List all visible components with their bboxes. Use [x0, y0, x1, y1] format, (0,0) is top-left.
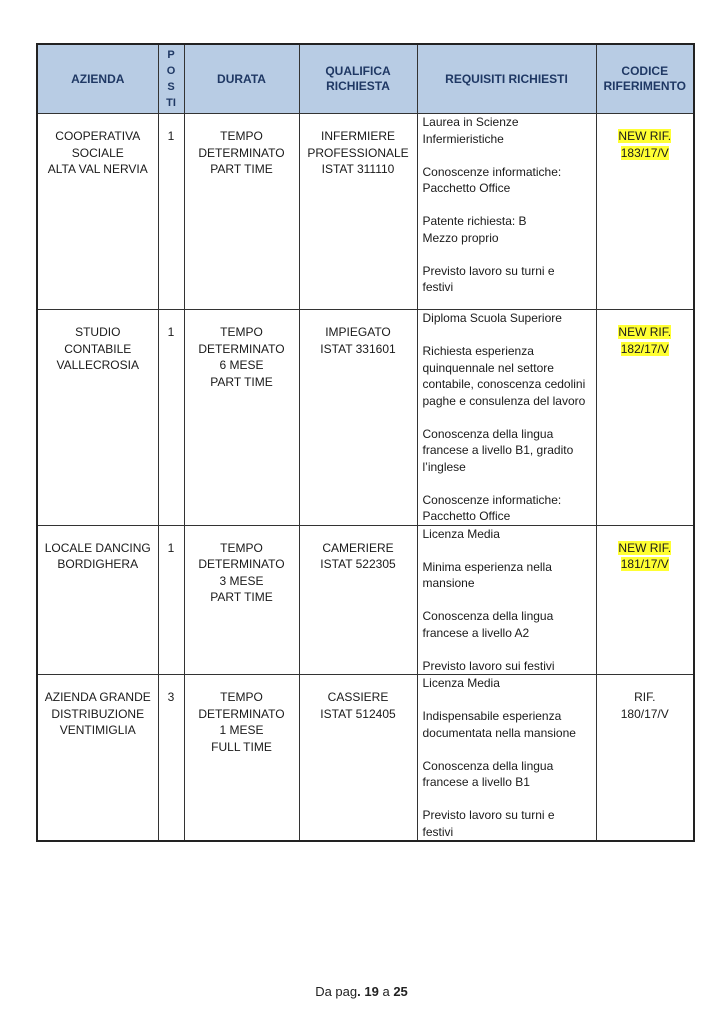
- header-requisiti: [417, 44, 596, 114]
- header-qualifica-label: RICHIESTA: [326, 79, 390, 93]
- page-footer: [0, 984, 723, 999]
- footer-current-page: 19: [364, 984, 379, 999]
- cell-requisiti-line: festivi: [422, 280, 454, 294]
- header-posti: [158, 44, 184, 114]
- cell-azienda: [37, 310, 158, 526]
- cell-requisiti-line: paghe e consulenza del lavoro: [422, 393, 586, 408]
- cell-qualifica-line: ISTAT 311110: [321, 162, 395, 176]
- cell-requisiti-line: [423, 409, 592, 426]
- cell-requisiti-line: contabile, conoscenza cedolini: [422, 377, 586, 391]
- header-qualifica-label: QUALIFICA: [325, 64, 391, 78]
- cell-durata-line: DETERMINATO: [198, 341, 285, 356]
- cell-durata-line: DETERMINATO: [198, 557, 285, 571]
- cell-qualifica: [299, 675, 417, 842]
- reference-code: 181/17/V: [620, 557, 669, 571]
- reference-code: 183/17/V: [620, 145, 669, 160]
- cell-azienda-line: LOCALE DANCING: [44, 540, 151, 555]
- cell-requisiti: [417, 114, 596, 310]
- header-azienda-label: AZIENDA: [71, 71, 125, 86]
- cell-requisiti-line: Previsto lavoro sui festivi: [422, 658, 555, 673]
- cell-requisiti-line: [423, 246, 592, 263]
- cell-qualifica-line: ISTAT 522305: [320, 557, 396, 571]
- table-row: [37, 114, 694, 310]
- cell-azienda-line: ALTA VAL NERVIA: [47, 162, 148, 176]
- cell-durata-line: DETERMINATO: [198, 145, 285, 160]
- header-azienda: [37, 44, 158, 114]
- cell-requisiti-line: [423, 791, 592, 808]
- cell-codice: [596, 525, 694, 675]
- cell-durata-line: 3 MESE: [219, 573, 264, 588]
- cell-requisiti-line: Pacchetto Office: [422, 509, 511, 523]
- cell-azienda-line: VALLECROSIA: [56, 358, 139, 372]
- header-requisiti-label: REQUISITI RICHIESTI: [445, 71, 568, 86]
- cell-codice: [596, 310, 694, 526]
- cell-qualifica-line: INFERMIERE: [320, 129, 395, 143]
- cell-qualifica-line: ISTAT 512405: [320, 706, 396, 721]
- header-durata-label: DURATA: [217, 71, 266, 86]
- reference-code: RIF.: [634, 690, 656, 704]
- cell-requisiti-line: [423, 592, 592, 609]
- cell-requisiti-line: francese a livello A2: [422, 625, 530, 640]
- cell-qualifica: [299, 310, 417, 526]
- cell-requisiti-line: Pacchetto Office: [422, 181, 511, 195]
- cell-azienda: [37, 114, 158, 310]
- cell-requisiti-line: Licenza Media: [422, 526, 500, 541]
- header-qualifica: [299, 44, 417, 114]
- cell-qualifica-line: ISTAT 331601: [320, 341, 396, 356]
- cell-durata: [184, 675, 299, 842]
- cell-requisiti-line: Conoscenze informatiche:: [422, 492, 562, 507]
- cell-qualifica: [299, 525, 417, 675]
- cell-durata-line: FULL TIME: [211, 739, 272, 754]
- table-row: [37, 675, 694, 842]
- cell-requisiti-line: Minima esperienza nella: [422, 559, 552, 574]
- cell-posti: 1: [158, 114, 184, 310]
- cell-durata-line: 1 MESE: [219, 723, 264, 737]
- table-header-row: [37, 44, 694, 114]
- cell-qualifica-line: CASSIERE: [327, 690, 389, 704]
- cell-azienda: [37, 675, 158, 842]
- footer-dot: .: [357, 984, 361, 999]
- cell-azienda-line: VENTIMIGLIA: [59, 723, 136, 737]
- cell-azienda-line: BORDIGHERA: [57, 557, 139, 571]
- cell-requisiti-line: Conoscenza della lingua: [422, 426, 554, 441]
- cell-requisiti-line: francese a livello B1: [422, 775, 530, 789]
- cell-requisiti-line: Laurea in Scienze: [422, 115, 519, 129]
- reference-code: 180/17/V: [620, 706, 669, 721]
- cell-requisiti-line: Conoscenza della lingua: [422, 758, 554, 773]
- header-posti-letter: O: [166, 65, 176, 77]
- header-codice-label: CODICE: [621, 64, 669, 78]
- table-row: [37, 310, 694, 526]
- cell-durata-line: PART TIME: [210, 374, 273, 389]
- cell-requisiti: [417, 675, 596, 842]
- cell-durata-line: 6 MESE: [219, 358, 264, 372]
- header-posti-letter: P: [167, 49, 175, 61]
- cell-requisiti-line: [423, 692, 592, 709]
- cell-durata: [184, 310, 299, 526]
- cell-requisiti: [417, 525, 596, 675]
- reference-code: NEW RIF.: [618, 540, 672, 555]
- cell-requisiti-line: Indispensabile esperienza: [422, 709, 562, 723]
- cell-durata: [184, 525, 299, 675]
- cell-requisiti-line: festivi: [422, 824, 454, 839]
- header-codice: [596, 44, 694, 114]
- header-posti-letter: S: [167, 81, 175, 93]
- cell-requisiti-line: [423, 197, 592, 214]
- cell-requisiti-line: mansione: [422, 576, 475, 590]
- cell-posti: 1: [158, 310, 184, 526]
- header-codice-label: RIFERIMENTO: [603, 79, 686, 93]
- cell-durata-line: TEMPO: [220, 540, 263, 555]
- cell-durata-line: PART TIME: [210, 162, 273, 176]
- cell-azienda-line: STUDIO CONTABILE: [64, 325, 132, 356]
- footer-prefix: Da pag: [315, 984, 358, 999]
- cell-azienda-line: DISTRIBUZIONE: [51, 706, 145, 721]
- cell-requisiti-line: l’inglese: [422, 459, 466, 474]
- cell-durata-line: TEMPO: [220, 325, 263, 339]
- cell-codice: [596, 114, 694, 310]
- cell-requisiti-line: Patente richiesta: B: [422, 214, 527, 228]
- reference-code: NEW RIF.: [618, 129, 672, 143]
- cell-azienda-line: SOCIALE: [71, 145, 124, 160]
- cell-requisiti-line: [423, 475, 592, 492]
- cell-qualifica-line: CAMERIERE: [322, 540, 394, 555]
- cell-qualifica-line: PROFESSIONALE: [307, 145, 409, 160]
- cell-posti: 1: [158, 525, 184, 675]
- cell-requisiti-line: [423, 542, 592, 559]
- header-durata: [184, 44, 299, 114]
- cell-requisiti: [417, 310, 596, 526]
- cell-requisiti-line: Conoscenza della lingua: [422, 609, 554, 623]
- cell-requisiti-line: [423, 741, 592, 758]
- cell-requisiti-line: Previsto lavoro su turni e: [422, 263, 555, 278]
- table-row: [37, 525, 694, 675]
- cell-requisiti-line: Diploma Scuola Superiore: [422, 311, 562, 325]
- cell-posti: 3: [158, 675, 184, 842]
- cell-requisiti-line: Infermieristiche: [422, 131, 504, 146]
- cell-durata-line: TEMPO: [220, 129, 263, 143]
- cell-requisiti-line: documentata nella mansione: [422, 725, 576, 740]
- cell-requisiti-line: Licenza Media: [422, 676, 500, 690]
- cell-requisiti-line: Richiesta esperienza: [422, 344, 534, 358]
- footer-total-pages: 25: [393, 984, 408, 999]
- cell-requisiti-line: francese a livello B1, gradito: [422, 443, 574, 457]
- reference-code: 182/17/V: [620, 341, 669, 356]
- cell-requisiti-line: quinquennale nel settore: [422, 360, 554, 375]
- cell-requisiti-line: [423, 641, 592, 658]
- cell-durata: [184, 114, 299, 310]
- cell-requisiti-line: Conoscenze informatiche:: [422, 164, 562, 179]
- cell-requisiti-line: [423, 147, 592, 164]
- table-body: [37, 114, 694, 842]
- cell-durata-line: DETERMINATO: [198, 706, 285, 721]
- cell-azienda: [37, 525, 158, 675]
- reference-code: NEW RIF.: [618, 325, 672, 339]
- header-posti-letter: TI: [166, 97, 176, 109]
- cell-durata-line: PART TIME: [210, 590, 273, 604]
- cell-qualifica: [299, 114, 417, 310]
- cell-requisiti-line: Previsto lavoro su turni e: [422, 808, 555, 822]
- cell-codice: [596, 675, 694, 842]
- job-offers-table: [36, 43, 695, 842]
- cell-qualifica-line: IMPIEGATO: [325, 325, 391, 339]
- cell-requisiti-line: [423, 327, 592, 344]
- footer-separator: a: [382, 984, 390, 999]
- cell-azienda-line: AZIENDA GRANDE: [44, 690, 151, 704]
- cell-durata-line: TEMPO: [220, 690, 263, 704]
- cell-requisiti-line: Mezzo proprio: [422, 230, 499, 245]
- cell-azienda-line: COOPERATIVA: [55, 129, 141, 143]
